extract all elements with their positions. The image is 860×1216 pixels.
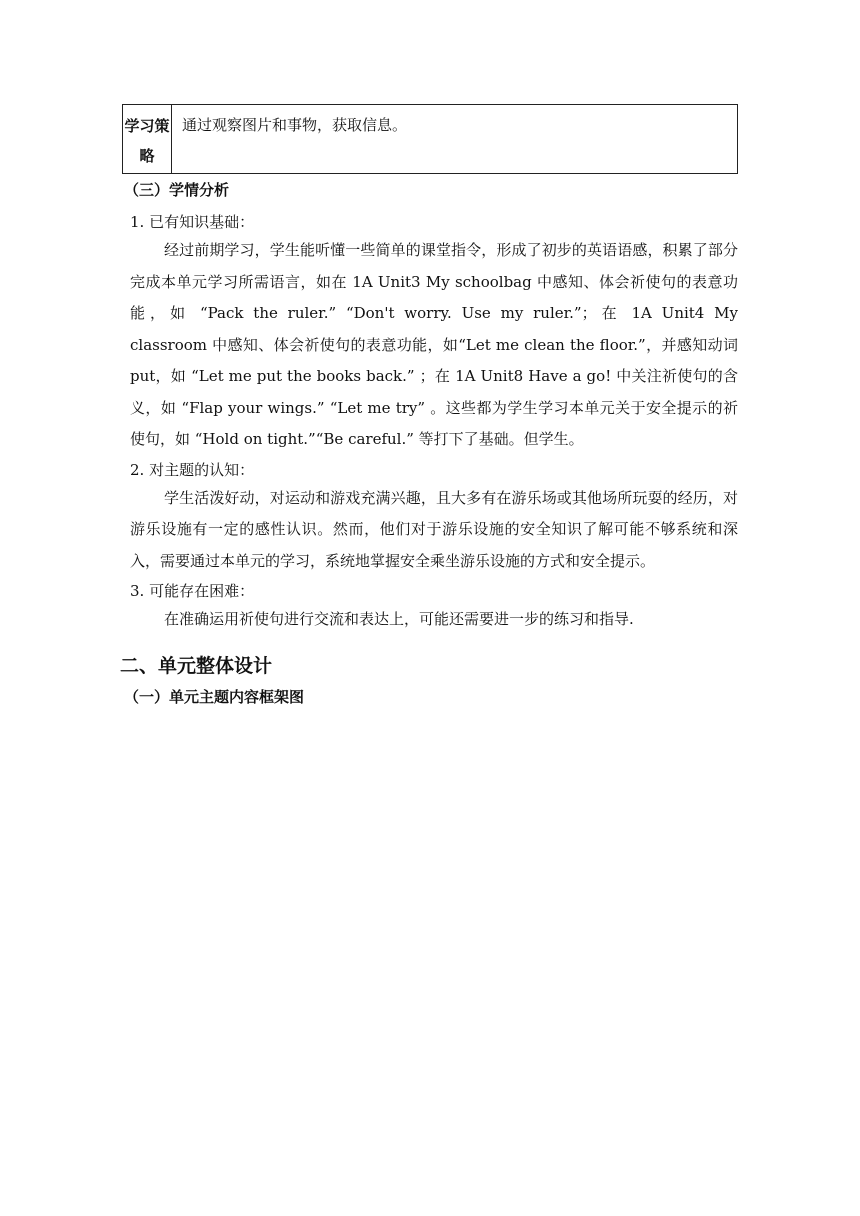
- paragraph-topic-cognition: 学生活泼好动，对运动和游戏充满兴趣，且大多有在游乐场或其他场所玩耍的经历，对游乐设施有一定的感性认识。然而，他们对于游乐设施的安全知识了解可能不够系统和深入，需要通过本单元的学习，系统地掌握安全乘坐游乐设施的方式和安全提示。: [130, 488, 738, 570]
- strategy-label-cell: [123, 105, 172, 174]
- paragraph-possible-difficulties: 在准确运用祈使句进行交流和表达上，可能还需要进一步的练习和指导.: [164, 610, 634, 628]
- subsection-heading-framework: （一）单元主题内容框架图: [124, 687, 305, 706]
- learner-analysis-section: [120, 179, 738, 708]
- learning-strategy-table: [122, 104, 738, 174]
- item-title-possible-difficulties: 3. 可能存在困难：: [130, 582, 255, 600]
- strategy-content-cell: [172, 105, 738, 174]
- paragraph-prior-knowledge: 经过前期学习，学生能听懂一些简单的课堂指令，形成了初步的英语语感，积累了部分完成本单元学习所需语言，如在 1A Unit3 My schoolbag 中感知、体会祈使句的表意功能，如 “Pack the ruler.” “Don't worry. Use my ruler.”；在 1A Unit4 My classroom 中感知、体会祈使句的表意功能，如“Let me clean the floor.”，并感知动词 put，如 “Let me put the books back.” ；在 1A Unit8 Have a go! 中关注祈使句的含义，如 “Flap your wings.” “Let me try” 。这些都为学生学习本单元关于安全提示的祈使句，如 “Hold on tight.”“Be careful.” 等打下了基础。但学生。: [130, 241, 738, 448]
- item-title-topic-cognition: 2. 对主题的认知：: [130, 460, 255, 479]
- section-heading-learner-analysis: （三）学情分析: [124, 181, 230, 199]
- strategy-label: 学习策略: [124, 117, 170, 165]
- section-heading-unit-design: 二、单元整体设计: [120, 654, 273, 677]
- strategy-content: 通过观察图片和事物，获取信息。: [182, 116, 408, 134]
- item-title-prior-knowledge: 1. 已有知识基础：: [130, 213, 255, 231]
